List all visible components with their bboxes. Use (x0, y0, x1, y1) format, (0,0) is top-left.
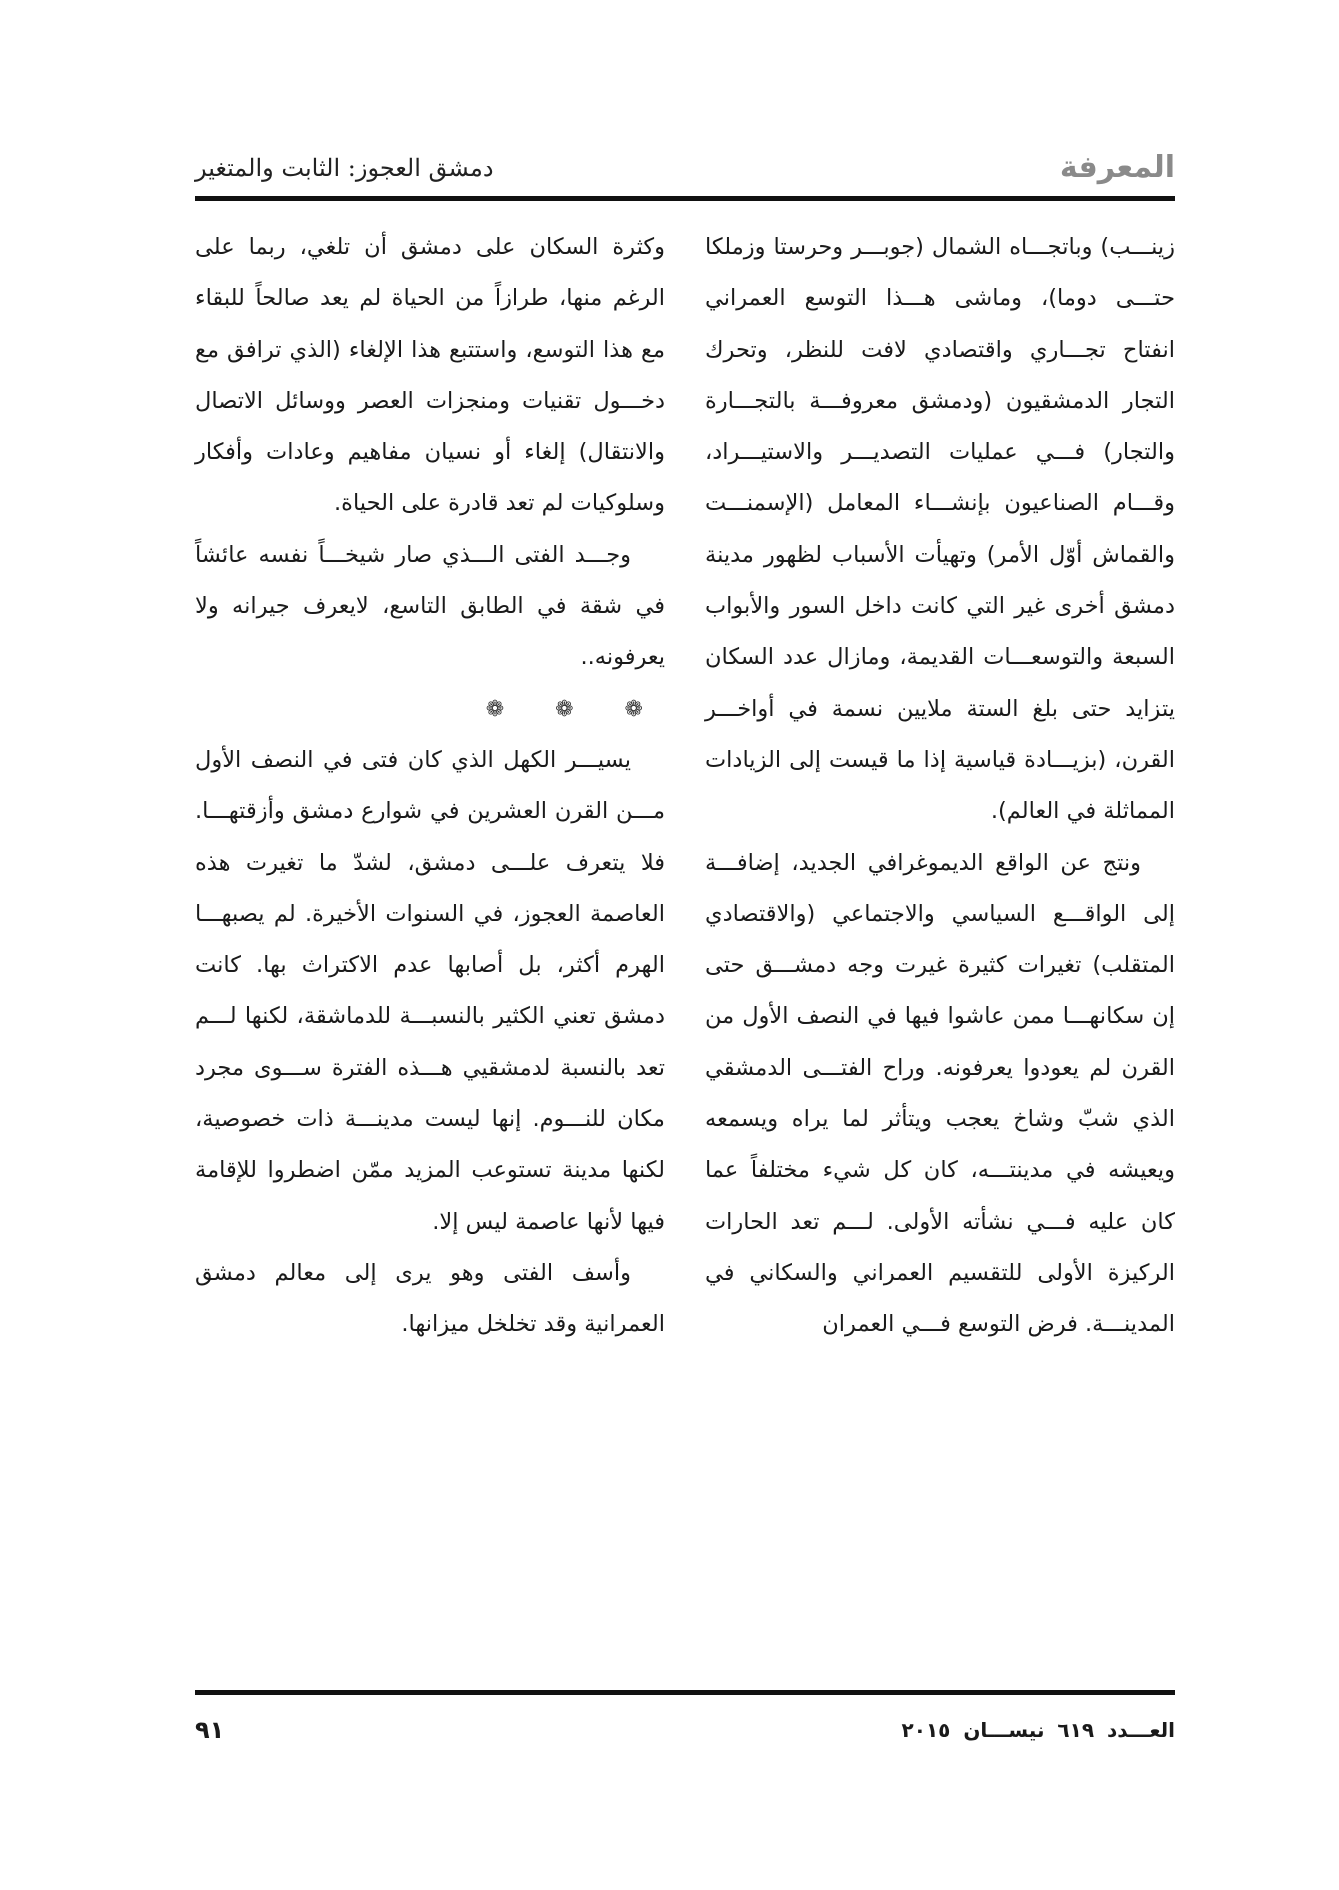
article-column-left (195, 222, 665, 1351)
paragraph: وكثرة السكان على دمشق أن تلغي، ربما على الرغم منها، طرازاً من الحياة لم يعد صالحاً للبقاء مع هذا التوسع، واستتبع هذا الإلغاء (الذي ترافق مع دخـــول تقنيات ومنجزات العصر ووسائل الاتصال والانتقال) إلغاء أو نسيان مفاهيم وعادات وأفكار وسلوكيات لم تعد قادرة على الحياة. (195, 234, 665, 517)
paragraph: يسيـــر الكهل الذي كان فتى في النصف الأول مـــن القرن العشرين في شوارع دمشق وأزقتهـــا. فلا يتعرف علـــى دمشق، لشدّ ما تغيرت هذه العاصمة العجوز، في السنوات الأخيرة. لم يصبهـــا الهرم أكثر، بل أصابها عدم الاكتراث بها. كانت دمشق تعني الكثير بالنسبـــة للدماشقة، لكنها لـــم تعد بالنسبة لدمشقيي هـــذه الفترة ســـوى مجرد مكان للنـــوم. إنها ليست مدينـــة ذات خصوصية، لكنها مدينة تستوعب المزيد ممّن اضطروا للإقامة فيها لأنها عاصمة ليس إلا. (195, 746, 665, 1235)
paragraph: وأسف الفتى وهو يرى إلى معالم دمشق العمرانية وقد تخلخل ميزانها. (195, 1259, 665, 1338)
page-header (195, 140, 1175, 196)
section-divider-ornament: ❁ ❁ ❁ (485, 696, 665, 722)
magazine-logo: المعرفة (1059, 150, 1175, 185)
footer-rule (195, 1690, 1175, 1695)
article-column-right (705, 222, 1175, 1351)
issue-info: العـــدد ٦١٩ نيســـان ٢٠١٥ (901, 1718, 1175, 1742)
paragraph: ونتج عن الواقع الديموغرافي الجديد، إضافـــة إلى الواقـــع السياسي والاجتماعي (والاقتصادي المتقلب) تغيرات كثيرة غيرت وجه دمشـــق حتى إن سكانهـــا ممن عاشوا فيها في النصف الأول من القرن لم يعودوا يعرفونه. وراح الفتـــى الدمشقي الذي شبّ وشاخ يعجب ويتأثر لما يراه ويسمعه ويعيشه في مدينتـــه، كان كل شيء مختلفاً عما كان عليه فـــي نشأته الأولى. لـــم تعد الحارات الركيزة الأولى للتقسيم العمراني والسكاني في المدينـــة. فرض التوسع فـــي العمران (705, 849, 1175, 1338)
page-number: ٩١ (195, 1716, 225, 1744)
paragraph: زينـــب) وباتجـــاه الشمال (جوبـــر وحرستا وزملكا حتـــى دوما)، وماشى هـــذا التوسع العمراني انفتاح تجـــاري واقتصادي لافت للنظر، وتحرك التجار الدمشقيون (ودمشق معروفـــة بالتجـــارة والتجار) فـــي عمليات التصديـــر والاستيـــراد، وقـــام الصناعيون بإنشـــاء المعامل (الإسمنـــت والقماش أوّل الأمر) وتهيأت الأسباب لظهور مدينة دمشق أخرى غير التي كانت داخل السور والأبواب السبعة والتوسعـــات القديمة، ومازال عدد السكان يتزايد حتى بلغ الستة ملايين نسمة في أواخـــر القرن، (بزيـــادة قياسية إذا ما قيست إلى الزيادات المماثلة في العالم). (705, 234, 1175, 825)
running-title: دمشق العجوز: الثابت والمتغير (195, 154, 494, 182)
header-rule (195, 196, 1175, 201)
paragraph: وجـــد الفتى الـــذي صار شيخـــاً نفسه عائشاً في شقة في الطابق التاسع، لايعرف جيرانه ولا يعرفونه.. (195, 541, 665, 671)
